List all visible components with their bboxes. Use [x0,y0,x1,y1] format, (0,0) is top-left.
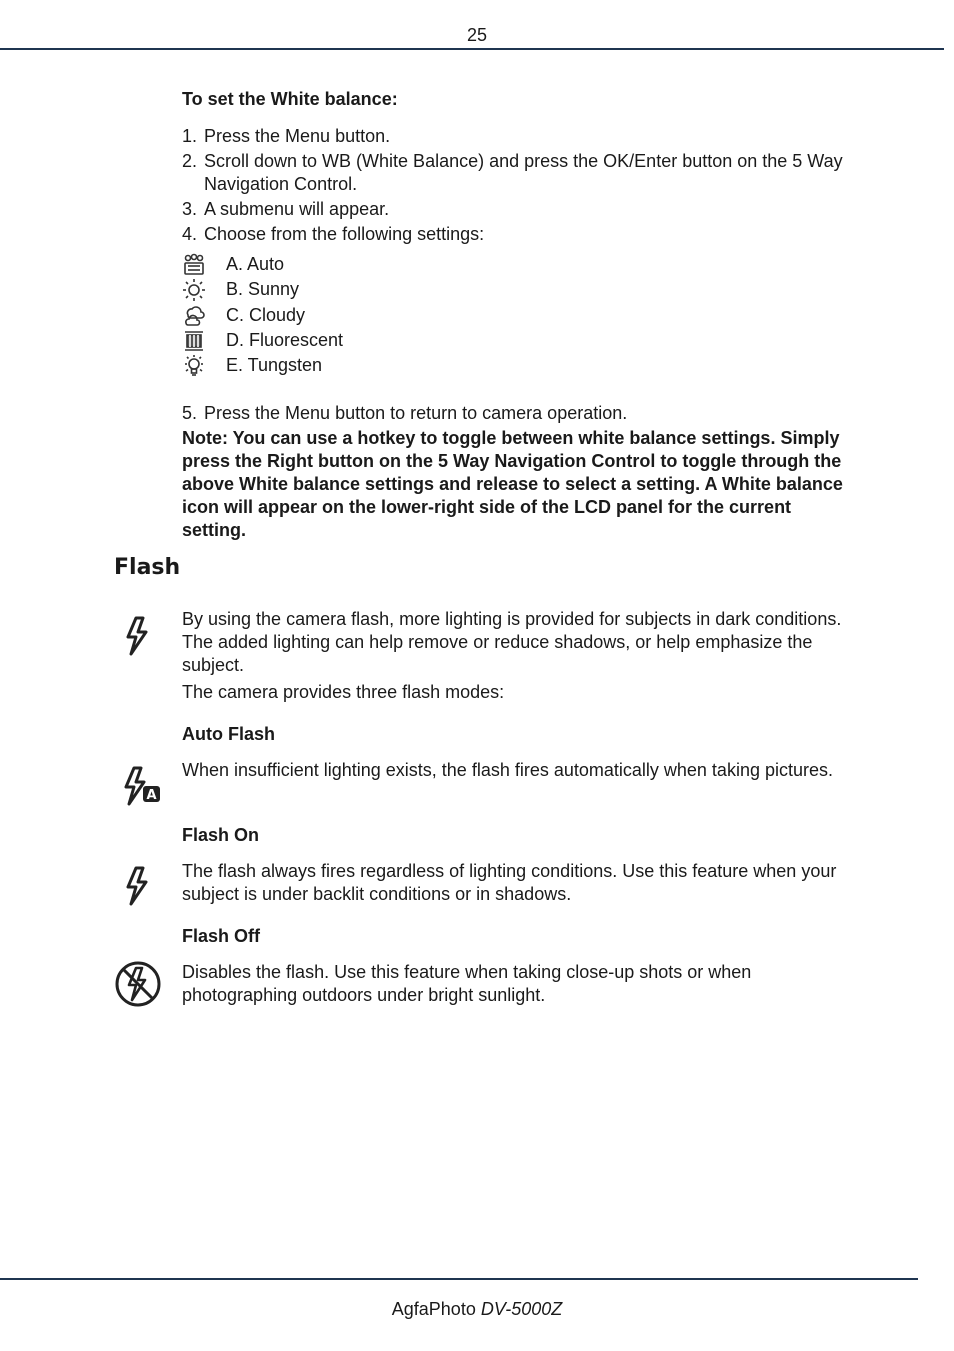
footer-model: DV-5000Z [480,1299,563,1319]
flash-off-icon [112,958,164,1010]
step-number: 5. [182,403,198,423]
wb-steps [182,125,852,248]
list-item [182,223,852,246]
flash-on-text: The flash always fires regardless of lighting conditions. Use this feature when your subject is under backlit conditions or in shadows. [182,861,837,904]
wb-setting-label: D. Fluorescent [226,330,344,351]
auto-flash-heading: Auto Flash [182,724,275,744]
wb-step-5 [182,402,852,427]
wb-fluorescent-icon [182,329,206,353]
step-number: 3. [182,199,198,219]
wb-setting-label: B. Sunny [226,279,300,300]
wb-setting-cloudy [182,303,582,328]
step-text: Scroll down to WB (White Balance) and press the OK/Enter button on the 5 Way Navigation Control. [204,151,843,194]
step-text: Press the Menu button to return to camera operation. [204,403,628,423]
wb-setting-fluorescent [182,328,582,353]
auto-flash-text: When insufficient lighting exists, the flash fires automatically when taking pictures. [182,760,833,780]
wb-setting-label: C. Cloudy [226,304,306,325]
wb-sunny-icon [182,278,206,302]
list-item [182,125,852,148]
wb-setting-label: E. Tungsten [226,355,323,376]
step-text: Choose from the following settings: [204,224,485,244]
flash-auto-icon [112,762,164,814]
section-title: Flash [114,555,181,580]
flash-modes-intro: The camera provides three flash modes: [182,682,505,702]
flash-intro [182,608,852,704]
step-number: 4. [182,224,198,244]
wb-setting-tungsten [182,353,582,378]
flash-on-heading: Flash On [182,825,260,845]
flash-icon [112,610,164,662]
footer [0,1298,954,1321]
flash-on-icon [112,860,164,912]
list-item [182,150,852,196]
page-number: 25 [466,25,488,45]
svg-text:A: A [146,788,157,803]
step-number: 1. [182,126,198,146]
list-item [182,402,852,425]
wb-tungsten-icon [182,354,206,378]
wb-heading: To set the White balance: [182,89,398,109]
flash-off-text: Disables the flash. Use this feature when taking close-up shots or when photographing outdoors under bright sunlight. [182,962,752,1005]
flash-off-heading: Flash Off [182,926,261,946]
wb-settings-list [182,252,582,378]
wb-note: Note: You can use a hotkey to toggle between white balance settings. Simply press the Right button on the 5 Way Navigation Control to toggle through the above White balance settings and release to select a setting. A White balance icon will appear on the lower-right side of the LCD panel for the current setting. [182,428,843,540]
flash-intro-text: By using the camera flash, more lighting is provided for subjects in dark conditions. The added lighting can help remove or reduce shadows, or help emphasize the subject. [182,609,842,675]
wb-setting-label: A. Auto [226,254,285,275]
wb-setting-auto [182,252,582,277]
wb-setting-sunny [182,277,582,302]
footer-brand: AgfaPhoto [391,1299,476,1319]
footer-rule [0,1278,918,1280]
step-text: Press the Menu button. [204,126,391,146]
wb-cloudy-icon [182,303,206,327]
wb-auto-icon [182,253,206,277]
header-rule [0,48,944,50]
list-item [182,198,852,221]
step-text: A submenu will appear. [204,199,390,219]
step-number: 2. [182,151,198,171]
